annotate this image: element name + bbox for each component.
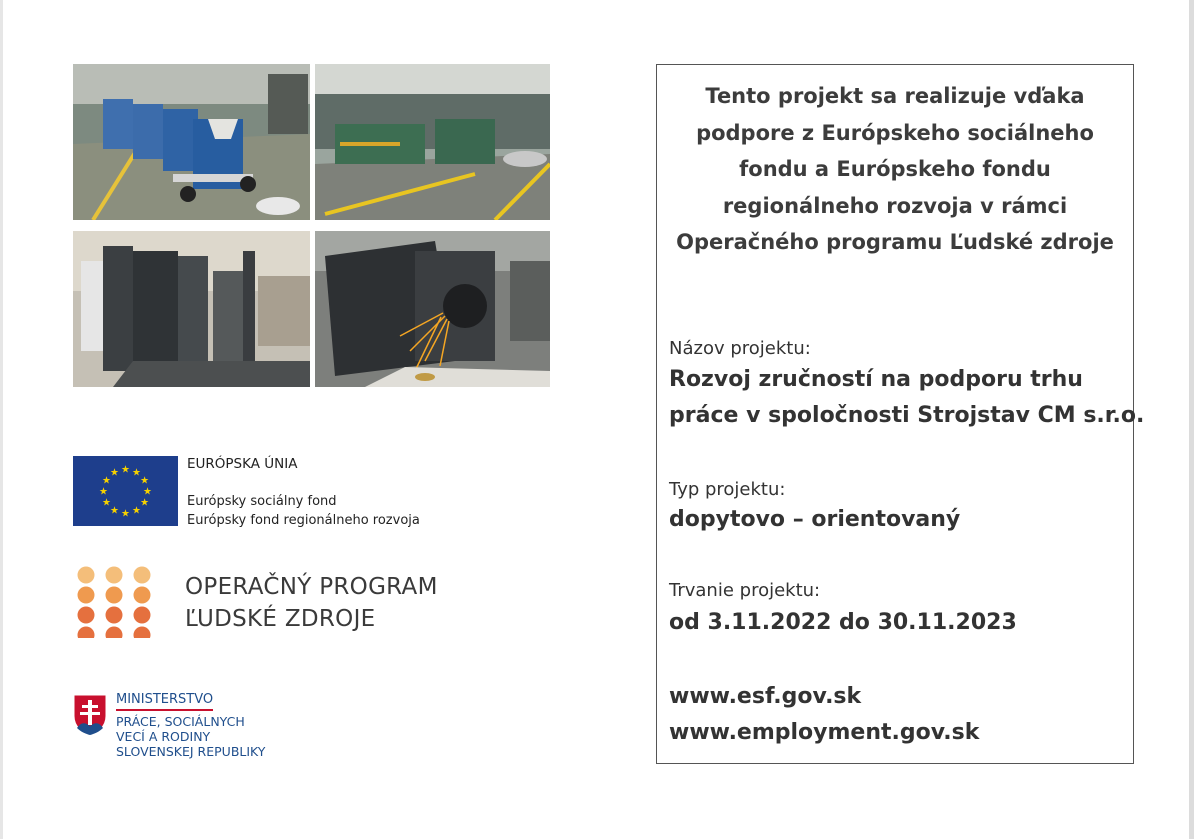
op-title-line1: OPERAČNÝ PROGRAM xyxy=(185,574,438,600)
project-duration-label: Trvanie projektu: xyxy=(669,580,821,601)
project-name-line: Rozvoj zručností na podporu trhu xyxy=(669,367,1083,392)
eu-star: ★ xyxy=(140,497,150,509)
op-dot xyxy=(134,587,151,604)
eu-star: ★ xyxy=(121,508,130,520)
op-dot xyxy=(106,627,123,639)
factory-hall-image xyxy=(315,64,550,220)
op-dot xyxy=(78,627,95,639)
op-dot xyxy=(106,607,123,624)
slovak-coat-of-arms-icon xyxy=(73,694,107,736)
project-name-value xyxy=(669,362,1144,434)
op-dot xyxy=(78,587,95,604)
eu-flag-icon xyxy=(73,456,178,526)
project-name-label: Názov projektu: xyxy=(669,338,811,359)
op-dot xyxy=(78,567,95,584)
eu-star: ★ xyxy=(121,464,130,476)
project-type-value: dopytovo – orientovaný xyxy=(669,507,961,532)
ministry-line2: VECÍ A RODINY xyxy=(116,729,211,744)
workshop-machines-image xyxy=(73,64,310,220)
project-name-line: práce v spoločnosti Strojstav CM s.r.o. xyxy=(669,403,1145,428)
op-logo-dots-icon xyxy=(77,566,157,638)
grinding-sparks-image xyxy=(315,231,550,387)
eu-star: ★ xyxy=(99,486,108,498)
op-dot xyxy=(134,607,151,624)
intro-line: Tento projekt sa realizuje vďaka xyxy=(705,84,1085,108)
project-type-label: Typ projektu: xyxy=(669,479,786,500)
eu-star: ★ xyxy=(143,486,152,498)
op-dot xyxy=(106,587,123,604)
scan-edge-right xyxy=(1189,0,1194,839)
intro-line: regionálneho rozvoja v rámci xyxy=(722,193,1068,218)
eu-title: EURÓPSKA ÚNIA xyxy=(187,456,298,472)
esf-link[interactable]: www.esf.gov.sk xyxy=(669,684,862,709)
project-intro xyxy=(660,78,1130,261)
eu-star: ★ xyxy=(101,475,111,487)
eu-star: ★ xyxy=(140,475,150,487)
project-duration-value: od 3.11.2022 do 30.11.2023 xyxy=(669,610,1017,635)
ministry-line3: SLOVENSKEJ REPUBLIKY xyxy=(116,744,266,759)
scan-edge-left xyxy=(0,0,3,839)
ministry-line1: PRÁCE, SOCIÁLNYCH xyxy=(116,714,245,729)
ministry-title: MINISTERSTVO xyxy=(116,692,213,711)
op-dot xyxy=(134,567,151,584)
eu-star: ★ xyxy=(101,497,111,509)
eu-fund-regional: Európsky fond regionálneho rozvoja xyxy=(187,513,420,528)
intro-line: fondu a Európskeho fondu xyxy=(739,157,1051,181)
op-dot xyxy=(134,627,151,639)
intro-line: podpore z Európskeho sociálneho xyxy=(696,120,1094,145)
steel-plates-image xyxy=(73,231,310,387)
op-title-line2: ĽUDSKÉ ZDROJE xyxy=(185,606,376,632)
eu-fund-social: Európsky sociálny fond xyxy=(187,494,337,509)
eu-star: ★ xyxy=(132,505,141,517)
intro-line: Operačného programu Ľudské zdroje xyxy=(676,230,1114,254)
eu-star: ★ xyxy=(110,467,119,479)
employment-link[interactable]: www.employment.gov.sk xyxy=(669,720,980,745)
op-dot xyxy=(106,567,123,584)
eu-star: ★ xyxy=(110,505,119,517)
op-dot xyxy=(78,607,95,624)
eu-star: ★ xyxy=(132,467,141,479)
